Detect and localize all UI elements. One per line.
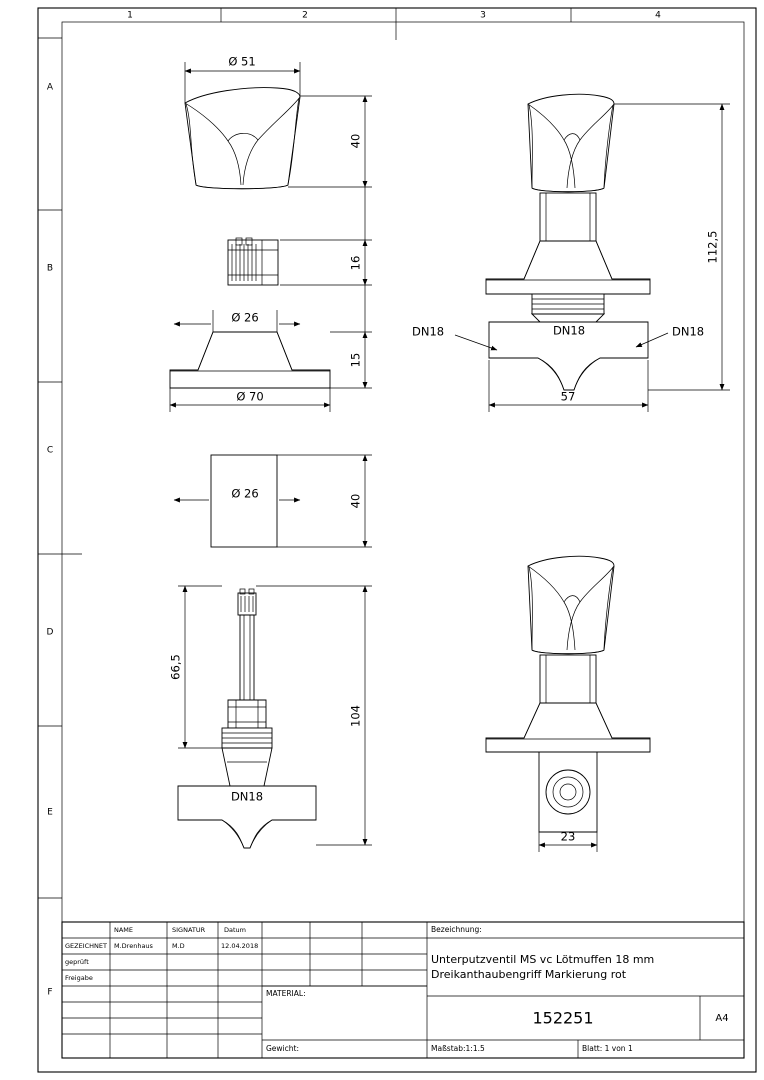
sheet-inner-border (62, 22, 744, 1058)
leader-dn18-left (412, 325, 497, 351)
dim-label-57: 57 (560, 389, 576, 404)
dim-label-104: 104 (348, 705, 363, 727)
dim-label-112-5: 112,5 (705, 230, 720, 264)
zone-label-col-2: 2 (302, 10, 308, 21)
tb-role-checked: geprüft (65, 958, 89, 966)
tb-weight-label: Gewicht: (266, 1044, 299, 1053)
dim-label-15: 15 (348, 352, 363, 368)
dim-diameter-26-sleeve (174, 487, 300, 501)
dim-66-5 (169, 586, 223, 748)
dim-40-sleeve (277, 455, 372, 547)
tb-sheet: Blatt: 1 von 1 (582, 1044, 633, 1053)
zone-label-col-3: 3 (480, 10, 486, 21)
dim-label-16: 16 (348, 255, 363, 271)
view-assembly-side (486, 556, 650, 832)
view-assembly-front (486, 94, 650, 390)
view-spindle-insert (228, 238, 278, 285)
tb-header-signature: SIGNATUR (172, 926, 206, 934)
view-handle-cap (185, 88, 300, 189)
sheet-border (38, 8, 756, 1072)
dim-label-d51: Ø 51 (228, 54, 256, 69)
zone-label-row-d: D (46, 627, 54, 638)
zone-label-row-b: B (46, 263, 54, 274)
zone-label-col-1: 1 (127, 10, 133, 21)
tb-role-drawn: GEZEICHNET (65, 942, 107, 950)
tb-format: A4 (715, 1013, 729, 1024)
tb-name-drawn: M.Drenhaus (114, 942, 153, 950)
view-valve-cartridge (178, 589, 316, 848)
view-sleeve (211, 455, 277, 547)
tb-designation-line2: Dreikanthaubengriff Markierung rot (431, 968, 627, 981)
label-dn18-center: DN18 (552, 323, 586, 338)
tb-header-date: Datum (224, 926, 246, 934)
zone-label-col-4: 4 (655, 10, 661, 21)
dim-diameter-26-rosette (174, 310, 300, 332)
view-rosette (170, 332, 330, 388)
tb-header-name: NAME (114, 926, 134, 934)
dim-label-66-5: 66,5 (168, 654, 183, 680)
dim-label-d26-sleeve: Ø 26 (231, 486, 259, 501)
tb-signature-drawn: M.D (172, 942, 185, 950)
title-block (62, 922, 744, 1058)
dim-label-23: 23 (560, 829, 576, 844)
dim-label-d26-rosette: Ø 26 (231, 310, 259, 325)
dim-diameter-70 (170, 388, 330, 412)
dim-label-d70: Ø 70 (236, 389, 264, 404)
dim-label-40-top: 40 (348, 133, 363, 149)
label-dn18-right: DN18 (672, 324, 705, 339)
tb-material-label: MATERIAL: (266, 989, 306, 998)
tb-drawing-number: 152251 (532, 1008, 594, 1028)
label-dn18-cartridge: DN18 (230, 789, 264, 804)
zone-label-row-f: F (47, 987, 53, 998)
zone-label-row-a: A (46, 82, 54, 93)
dim-label-40-sleeve: 40 (348, 493, 363, 509)
dim-23 (539, 830, 597, 853)
tb-designation-label: Bezeichnung: (431, 925, 482, 934)
label-dn18-left: DN18 (412, 324, 445, 339)
zone-label-row-c: C (46, 445, 54, 456)
tb-role-release: Freigabe (65, 974, 93, 982)
tb-scale: Maßstab:1:1.5 (431, 1044, 485, 1053)
tb-designation-line1: Unterputzventil MS vc Lötmuffen 18 mm (431, 953, 655, 966)
zone-label-row-e: E (47, 807, 53, 818)
tb-date-drawn: 12.04.2018 (221, 942, 259, 950)
